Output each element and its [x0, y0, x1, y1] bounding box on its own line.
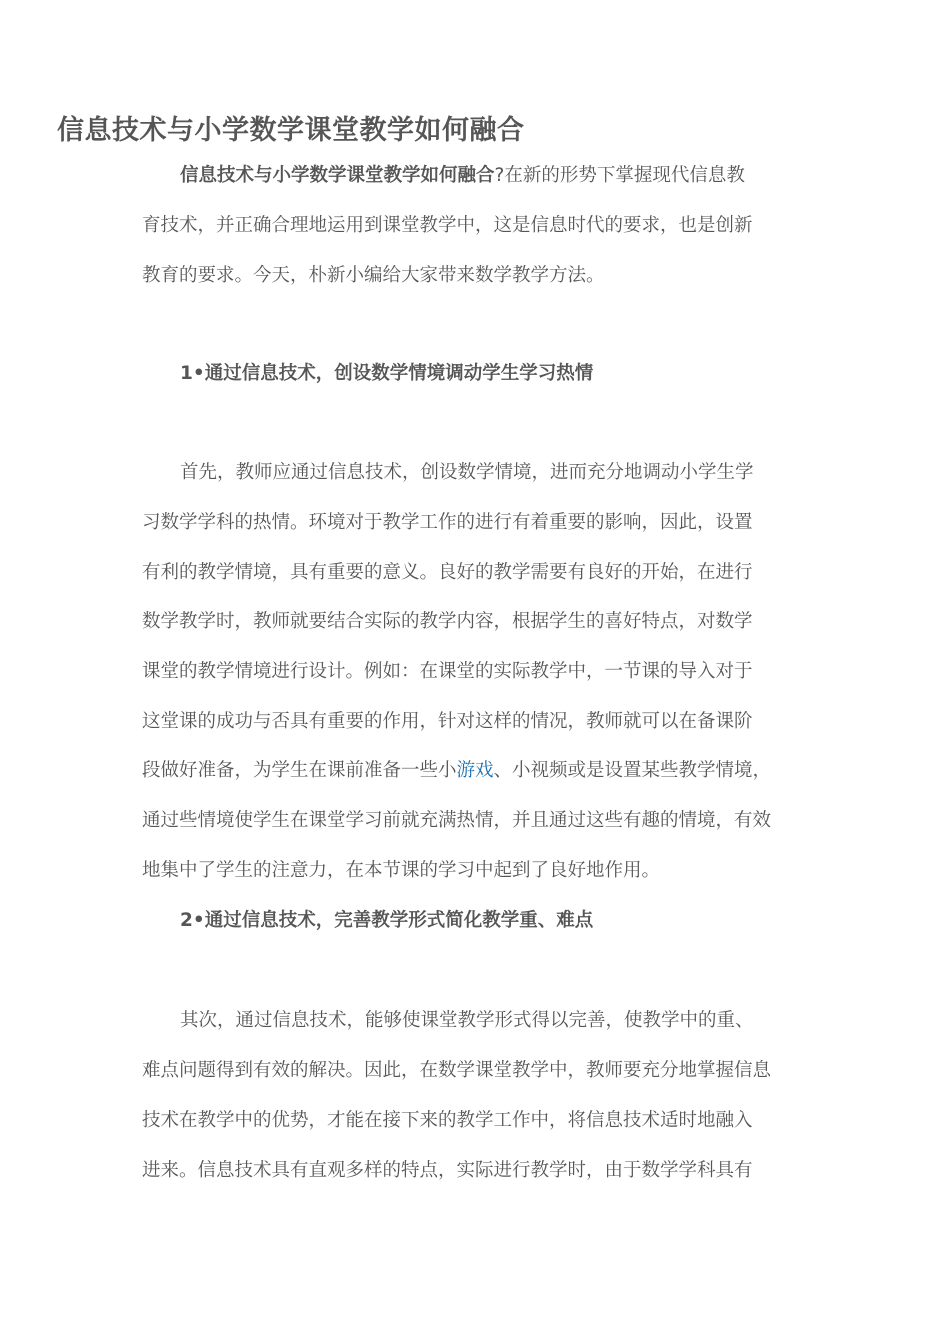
section-1-line-7-after: 、小视频或是设置某些教学情境， — [493, 760, 772, 781]
intro-line-1-rest: ?在新的形势下掌握现代信息教 — [494, 165, 745, 186]
section-2-heading: 2•通过信息技术，完善教学形式简化教学重、难点 — [180, 910, 594, 931]
section-2-line: 难点问题得到有效的解决。因此，在数学课堂教学中，教师要充分地掌握信息 — [142, 1060, 772, 1081]
section-2-line: 其次，通过信息技术，能够使课堂教学形式得以完善，使教学中的重、 — [180, 1010, 754, 1031]
intro-line-3: 教育的要求。今天，朴新小编给大家带来数学教学方法。 — [142, 265, 605, 286]
section-1-line: 地集中了学生的注意力，在本节课的学习中起到了良好地作用。 — [142, 860, 661, 881]
section-2-line: 技术在教学中的优势，才能在接下来的教学工作中，将信息技术适时地融入 — [142, 1110, 753, 1131]
section-1-line: 首先，教师应通过信息技术，创设数学情境，进而充分地调动小学生学 — [180, 462, 754, 483]
section-1-heading: 1•通过信息技术，创设数学情境调动学生学习热情 — [180, 363, 594, 384]
section-1-line-with-link — [142, 758, 771, 784]
section-1-line: 通过些情境使学生在课堂学习前就充满热情，并且通过这些有趣的情境，有效 — [142, 810, 772, 831]
intro-line-2: 育技术，并正确合理地运用到课堂教学中，这是信息时代的要求，也是创新 — [142, 215, 753, 236]
section-1-line: 数学教学时，教师就要结合实际的教学内容，根据学生的喜好特点，对数学 — [142, 611, 753, 632]
section-1-line: 习数学学科的热情。环境对于教学工作的进行有着重要的影响，因此，设置 — [142, 512, 753, 533]
section-1-line-7-before: 段做好准备，为学生在课前准备一些小 — [142, 760, 457, 781]
section-1-line: 有利的教学情境，具有重要的意义。良好的教学需要有良好的开始，在进行 — [142, 562, 753, 583]
game-link[interactable]: 游戏 — [456, 760, 494, 781]
section-1-line: 这堂课的成功与否具有重要的作用，针对这样的情况，教师就可以在备课阶 — [142, 711, 753, 732]
document-title: 信息技术与小学数学课堂教学如何融合 — [57, 115, 525, 146]
section-1-line: 课堂的教学情境进行设计。例如：在课堂的实际教学中，一节课的导入对于 — [142, 661, 753, 682]
section-2-line: 进来。信息技术具有直观多样的特点，实际进行教学时，由于数学学科具有 — [142, 1160, 753, 1181]
intro-lead-bold: 信息技术与小学数学课堂教学如何融合 — [180, 165, 495, 186]
intro-line-1 — [180, 163, 745, 189]
